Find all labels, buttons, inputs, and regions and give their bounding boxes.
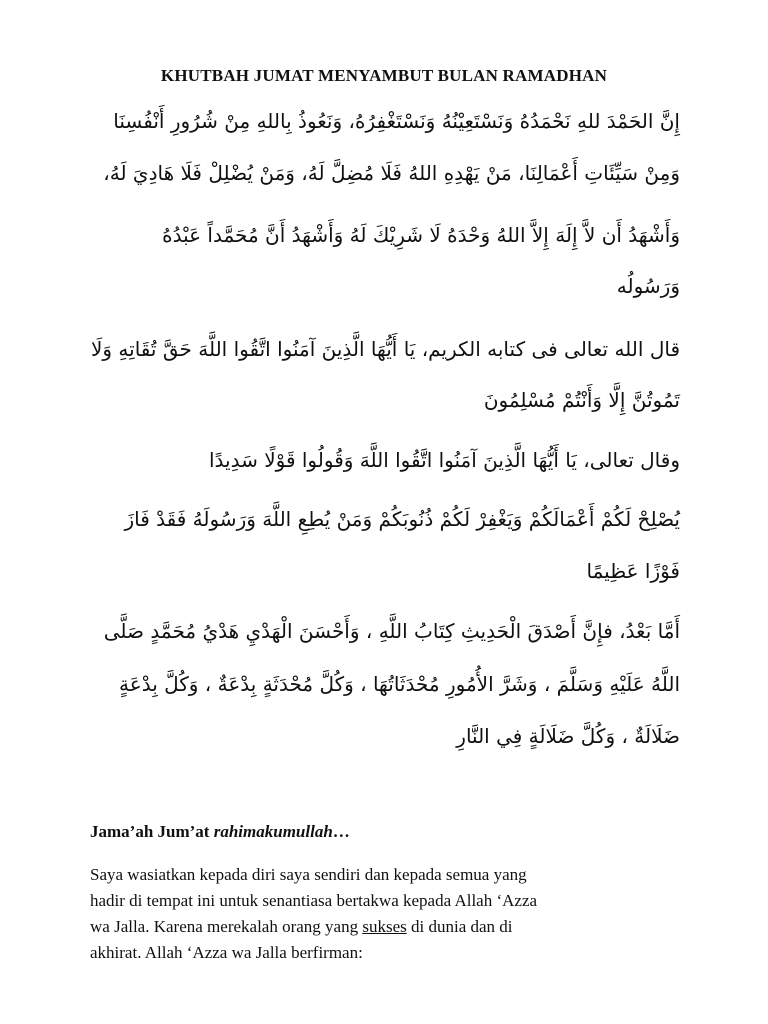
arabic-line-1: إِنَّ الحَمْدَ للهِ نَحْمَدُهُ وَنَسْتَعِيْنُهُ وَنَسْتَغْفِرُهُ، وَنَعُوذُ بِاللهِ مِنْ شُرُورِ أَنْفُسِنَا	[113, 109, 680, 133]
body-paragraph	[90, 862, 670, 966]
paragraph-line-4: akhirat. Allah ‘Azza wa Jalla berfirman:	[90, 943, 363, 962]
section-heading-text: Jama’ah Jum’at	[90, 822, 214, 841]
section-heading-italic: rahimakumullah	[213, 822, 333, 841]
paragraph-line-3-start: wa Jalla. Karena merekalah orang yang	[90, 917, 363, 936]
arabic-line-11: اللَّهُ عَلَيْهِ وَسَلَّمَ ، وَشَرَّ الأُمُورِ مُحْدَثَاتُهَا ، وَكُلَّ مُحْدَثَةٍ بِدْعَةٌ ، وَكُلَّ بِدْعَةٍ	[119, 672, 680, 696]
arabic-line-9: فَوْزًا عَظِيمًا	[586, 559, 680, 583]
arabic-line-7: وقال تعالى، يَا أَيُّهَا الَّذِينَ آمَنُوا اتَّقُوا اللَّهَ وَقُولُوا قَوْلًا سَدِيدًا	[208, 448, 680, 472]
arabic-line-5: قال الله تعالى فى كتابه الكريم، يَا أَيُّهَا الَّذِينَ آمَنُوا اتَّقُوا اللَّهَ حَقَّ تُقَاتِهِ وَلَا	[90, 337, 680, 361]
arabic-line-3: وَأَشْهَدُ أَن لاَّ إِلَهَ إِلاَّ اللهُ وَحْدَهُ لَا شَرِيْكَ لَهُ وَأَشْهَدُ أَنَّ مُحَمَّداً عَبْدُهُ	[162, 223, 680, 247]
underlined-word: sukses	[362, 917, 407, 936]
arabic-line-12: ضَلَالَةٌ ، وَكُلَّ ضَلَالَةٍ فِي النَّارِ	[456, 724, 680, 748]
arabic-line-8: يُصْلِحْ لَكُمْ أَعْمَالَكُمْ وَيَغْفِرْ لَكُمْ ذُنُوبَكُمْ وَمَنْ يُطِعِ اللَّهَ وَرَسُولَهُ فَقَدْ فَازَ	[124, 507, 680, 531]
arabic-line-2: وَمِنْ سَيِّئَاتِ أَعْمَالِنَا، مَنْ يَهْدِهِ اللهُ فَلَا مُضِلَّ لَهُ، وَمَنْ يُضْلِلْ فَلَا هَادِيَ لَهُ،	[103, 161, 680, 185]
paragraph-line-2: hadir di tempat ini untuk senantiasa bertakwa kepada Allah ‘Azza	[90, 891, 538, 910]
arabic-line-6: تَمُوتُنَّ إِلَّا وَأَنْتُمْ مُسْلِمُونَ	[483, 388, 680, 412]
paragraph-line-1: Saya wasiatkan kepada diri saya sendiri dan kepada semua yang	[90, 865, 527, 884]
section-heading-suffix: …	[332, 822, 350, 841]
arabic-line-10: أَمَّا بَعْدُ، فإِنَّ أَصْدَقَ الْحَدِيثِ كِتَابُ اللَّهِ ، وَأَحْسَنَ الْهَدْيِ هَدْيُ مُحَمَّدٍ صَلَّى	[103, 619, 680, 643]
paragraph-line-3-end: di dunia dan di	[406, 917, 513, 936]
section-heading	[90, 822, 350, 842]
document-title: KHUTBAH JUMAT MENYAMBUT BULAN RAMADHAN	[160, 66, 608, 85]
arabic-line-4: وَرَسُولُه	[616, 274, 680, 298]
paragraph-line-3	[90, 914, 670, 940]
